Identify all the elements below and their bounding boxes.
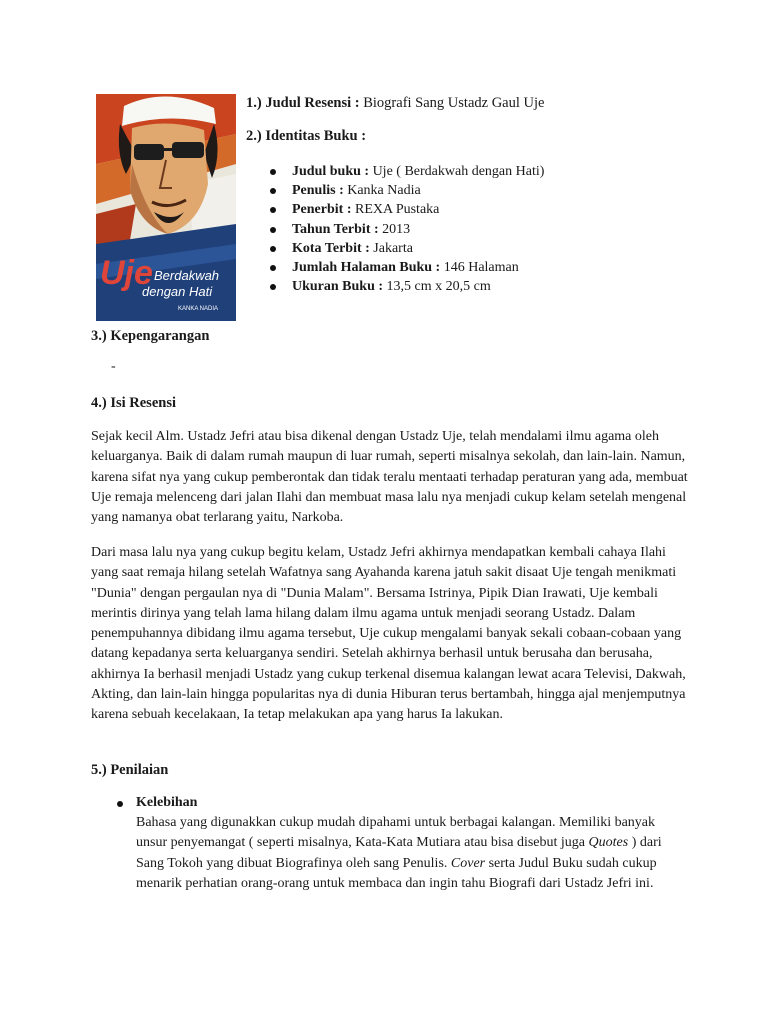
cover-title: Uje (100, 254, 153, 292)
kepengarangan-heading: 3.) Kepengarangan (91, 328, 210, 344)
judul-resensi-line (246, 95, 544, 112)
judul-resensi-label: 1.) Judul Resensi : (246, 95, 360, 111)
identitas-item: Ukuran Buku : 13,5 cm x 20,5 cm (270, 277, 544, 296)
identitas-item: Penulis : Kanka Nadia (270, 181, 544, 200)
kelebihan-body: Bahasa yang digunakkan cukup mudah dipahami untuk berbagai kalangan. Memiliki banyak unsur penyemangat ( seperti misalnya, Kata-Kata Mutiara atau bisa disebut juga Quotes ) dari Sang Tokoh yang dibuat Biografinya oleh sang Penulis. Cover serta Judul Buku sudah cukup menarik perhatian orang-orang untuk membaca dan ingin tahu Biografi dari Ustadz Jefri ini. (136, 815, 662, 891)
identitas-item: Kota Terbit : Jakarta (270, 239, 544, 258)
identitas-list (270, 162, 544, 296)
identitas-item: Tahun Terbit : 2013 (270, 220, 544, 239)
kepengarangan-content: - (111, 359, 116, 374)
identitas-item: Jumlah Halaman Buku : 146 Halaman (270, 258, 544, 277)
kelebihan-title: Kelebihan (136, 795, 198, 810)
cover-author: KANKA NADIA (178, 306, 219, 312)
cover-word: Cover (450, 855, 486, 871)
isi-resensi-paragraph-1: Sejak kecil Alm. Ustadz Jefri atau bisa dikenal dengan Ustadz Uje, telah mendalami ilmu agama oleh keluarganya. Baik di dalam rumah maupun di luar rumah, seperti misalnya sekolah, dan lain-lain. Namun, karena sifat nya yang cukup pemberontak dan tidak teralu mentaati terhadap peraturan yang ada, membuat Uje remaja melenceng dari jalan Ilahi dan membuat masa lalu nya menjadi cukup kelam setelah mengenal yang namanya obat terlarang yaitu, Narkoba. (91, 429, 688, 526)
isi-resensi-heading: 4.) Isi Resensi (91, 395, 176, 411)
bullet-icon (117, 801, 123, 807)
cover-subtitle-line2: dengan Hati (142, 284, 213, 299)
identitas-item: Judul buku : Uje ( Berdakwah dengan Hati) (270, 162, 544, 181)
isi-resensi-paragraph-2: Dari masa lalu nya yang cukup begitu kelam, Ustadz Jefri akhirnya mendapatkan kembali cahaya Ilahi yang saat remaja hilang setelah Wafatnya sang Ayahanda karena jatuh sakit disaat Uje tengah menikmati "Dunia" dengan pergaulan nya di "Dunia Malam". Bersama Istrinya, Pipik Dian Irawati, Uje kembali merintis dirinya yang telah lama hilang dalam ilmu agama untuk menjadi seorang Ustadz. Dalam penempuhannya dibidang ilmu agama tersebut, Uje cukup mengalami banyak sekali cobaan-cobaan yang datang kepadanya serta keluarganya sendiri. Setelah akhirnya berhasil untuk berusaha dan berusaha, akhirnya Ia berhasil menjadi Ustadz yang cukup terkenal disemua kalangan lewat acara Televisi, Dakwah, Akting, dan lain-lain hingga popularitas nya di dunia Hiburan terus bertambah, hingga ajal menjemputnya karena sebuah kecelakaan, Ia tetap melakukan apa yang harus Ia lakukan. (91, 545, 686, 723)
identitas-heading: 2.) Identitas Buku : (246, 128, 367, 144)
penilaian-heading: 5.) Penilaian (91, 762, 169, 778)
quotes-word: Quotes (588, 835, 629, 851)
book-cover-image (96, 94, 236, 321)
cover-subtitle-line1: Berdakwah (154, 268, 220, 283)
judul-resensi-value: Biografi Sang Ustadz Gaul Uje (359, 95, 545, 111)
identitas-item: Penerbit : REXA Pustaka (270, 200, 544, 219)
